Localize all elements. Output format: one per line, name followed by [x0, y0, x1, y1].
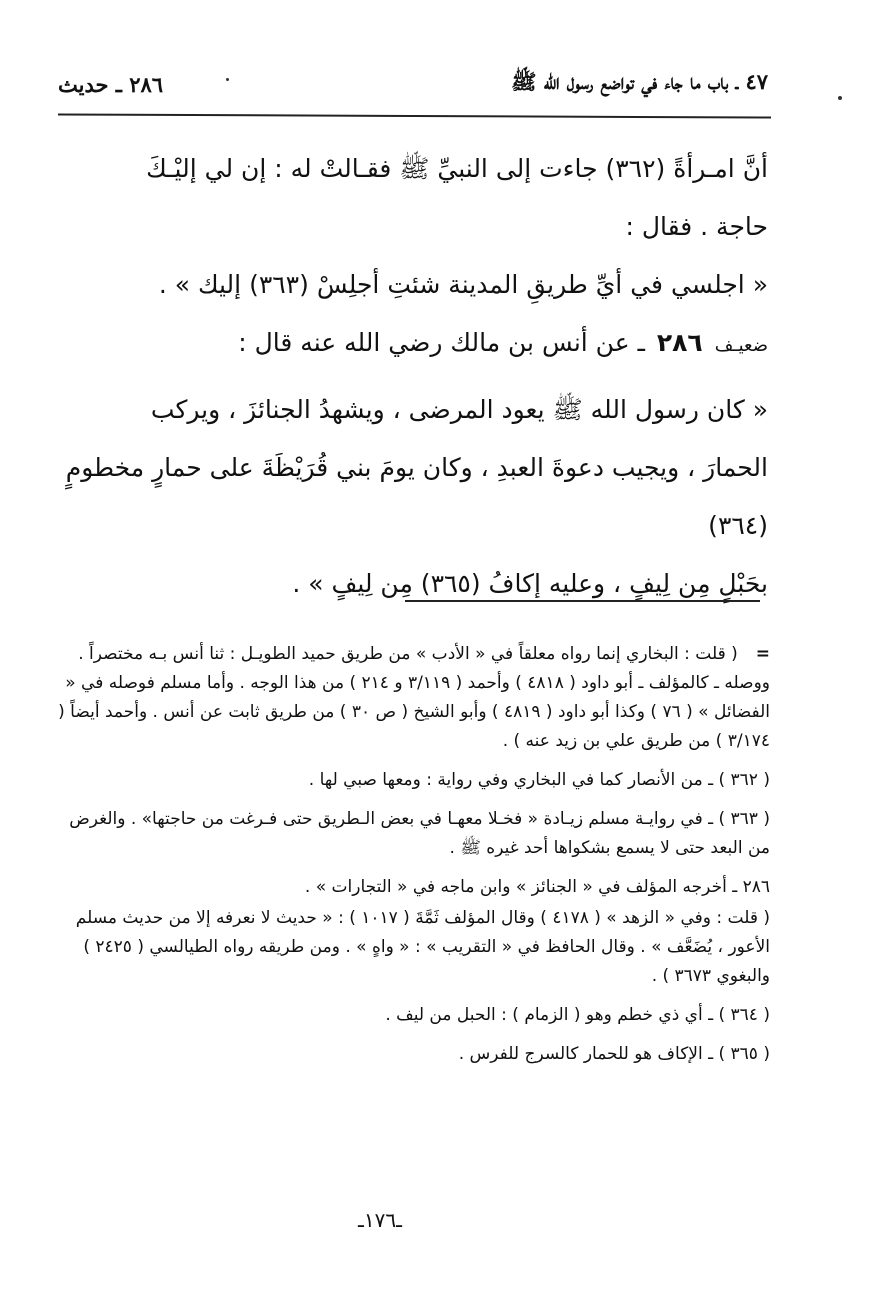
hadith-intro: ـ عن أنس بن مالك رضي الله عنه قال :: [238, 328, 645, 357]
running-header: [58, 64, 768, 104]
hadith-heading: [48, 314, 768, 375]
paragraph-line: الحمارَ ، ويجيب دعوةَ العبدِ ، وكان يومَ بني قُرَيْظَةَ على حمارٍ مخطومٍ (٣٦٤): [65, 453, 768, 540]
footnote-divider: [405, 600, 760, 602]
print-speck: [226, 78, 229, 81]
hadith-number: ٢٨٦: [656, 328, 703, 357]
footnote-text: ( قلت : البخاري إنما رواه معلقاً في « الأدب » من طريق حميد الطويـل : ثنا أنس بـه مختصراً . ووصله ـ كالمؤلف ـ أبو داود ( ٤٨١٨ ) وأحمد ( ٣/١١٩ و ٢١٤ ) من هذا الوجه . وأما مسلم فوصله في « الفضائل » ( ٧٦ ) وكذا أبو داود ( ٤٨١٩ ) وأبو الشيخ ( ص ٣٠ ) من طريق ثابت عن أنس . وأحمد أيضاً ( ٣/١٧٤ ) من طريق علي بن زيد عنه ) .: [58, 644, 770, 751]
footnote-362: ( ٣٦٢ ) ـ من الأنصار كما في البخاري وفي رواية : ومعها صبي لها .: [308, 770, 770, 790]
print-speck: [838, 96, 842, 100]
footnote-363: ( ٣٦٣ ) ـ في روايـة مسلم زيـادة « فخـلا معهـا في بعض الـطريق حتى فـرغت من حاجتها» . والغرض من البعد حتى لا يسمع بشكواها أحد غيره ﷺ .: [69, 809, 770, 858]
page-number-text: ـ١٧٦ـ: [358, 1208, 402, 1232]
paragraph-line: « اجلسي في أيِّ طريقِ المدينة شئتِ أجلِسْ (٣٦٣) إليك » .: [158, 270, 768, 299]
footnotes-section: [48, 640, 770, 1079]
footnote-365: ( ٣٦٥ ) ـ الإكاف هو للحمار كالسرج للفرس .: [458, 1044, 770, 1064]
chapter-title: ٤٧ ـ باب ما جاء في تواضع رسول الله ﷺ: [511, 68, 768, 94]
page-number: [0, 1208, 760, 1232]
paragraph-line: حاجة . فقال :: [625, 212, 768, 241]
hadith-text: [48, 140, 768, 613]
paragraph-line: بحَبْلٍ مِن لِيفٍ ، وعليه إكافُ (٣٦٥) مِن لِيفٍ » .: [292, 569, 768, 598]
hadith-reference: ٢٨٦ ـ حديث: [58, 71, 164, 97]
header-divider: [58, 113, 771, 118]
footnote-364: ( ٣٦٤ ) ـ أي ذي خطم وهو ( الزمام ) : الحبل من ليف .: [385, 1005, 770, 1025]
continuation-marker: =: [755, 644, 770, 664]
paragraph-line: « كان رسول الله ﷺ يعود المرضى ، ويشهدُ الجنائزَ ، ويركب: [150, 395, 768, 424]
hadith-grade: ضعيـف: [714, 335, 768, 356]
footnote-286-source: ٢٨٦ ـ أخرجه المؤلف في « الجنائز » وابن ماجه في « التجارات » .: [304, 877, 770, 897]
footnote-continued: [48, 640, 770, 756]
footnote-286-note: ( قلت : وفي « الزهد » ( ٤١٧٨ ) وقال المؤلف ثَمَّةَ ( ١٠١٧ ) : « حديث لا نعرفه إلا من حديث مسلم الأعور ، يُضَعَّف » . وقال الحافظ في « التقريب » : « واهٍ » . ومن طريقه رواه الطيالسي ( ٢٤٢٥ ) والبغوي ٣٦٧٣ ) .: [75, 908, 770, 986]
paragraph-line: أنَّ امـرأةً (٣٦٢) جاءت إلى النبيِّ ﷺ فقـالتْ له : إن لي إليْـكَ: [146, 154, 768, 183]
